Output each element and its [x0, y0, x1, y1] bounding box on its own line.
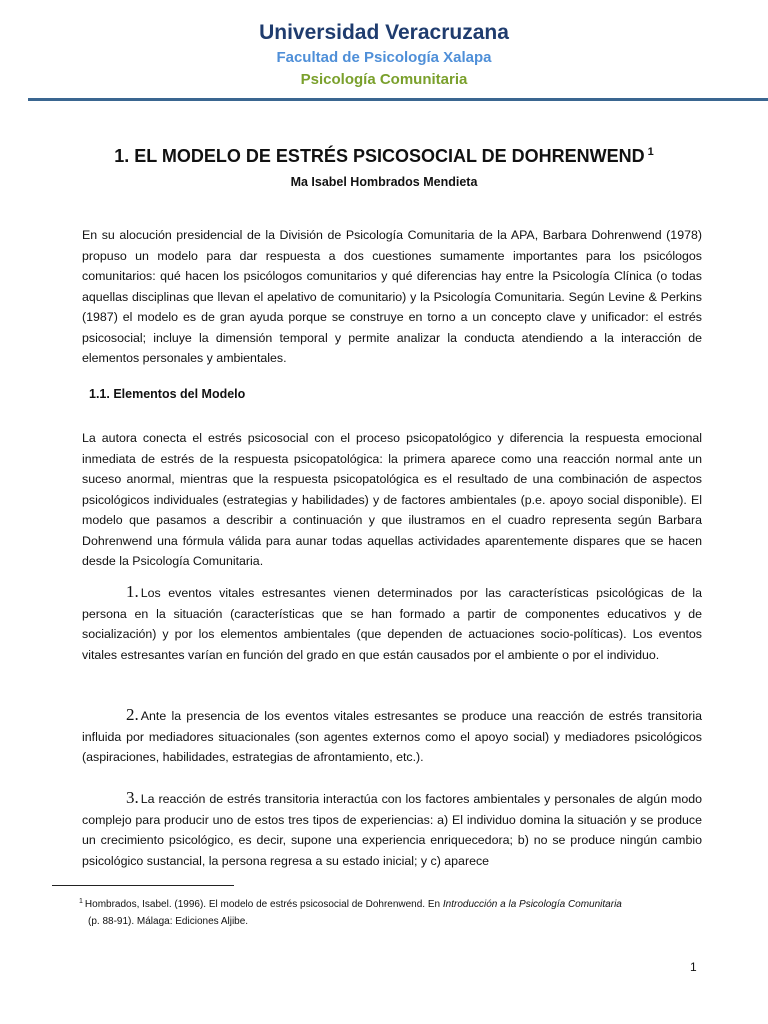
footnote-text: Hombrados, Isabel. (1996). El modelo de estrés psicosocial de Dohrenwend. En — [84, 899, 443, 910]
department-name: Psicología Comunitaria — [300, 71, 468, 88]
footnote-continuation: (p. 88-91). Málaga: Ediciones Aljibe. — [88, 916, 249, 927]
footnote-book-title: Introducción a la Psicología Comunitaria — [442, 899, 622, 910]
document-header — [0, 0, 768, 91]
title-text: 1. EL MODELO DE ESTRÉS PSICOSOCIAL DE DOHRENWEND — [114, 146, 645, 166]
section-heading: 1.1. Elementos del Modelo — [89, 387, 246, 401]
header-divider — [28, 98, 768, 101]
title-footnote-ref[interactable]: 1 — [647, 146, 654, 158]
footnote-divider — [52, 885, 234, 886]
page-number: 1 — [690, 960, 697, 974]
footnote — [79, 893, 719, 930]
faculty-name: Facultad de Psicología Xalapa — [276, 49, 492, 66]
list-item-text: Ante la presencia de los eventos vitales estresantes se produce una reacción de estrés transitoria influida por mediadores situacionales (son agentes externos como el apoyo social) y mediadores psicológicos (aspiraciones, habilidades, estrategias de afrontamiento, etc.). — [82, 709, 702, 764]
list-item — [82, 582, 702, 665]
author-name: Ma Isabel Hombrados Mendieta — [290, 175, 478, 189]
list-item-text: La reacción de estrés transitoria interactúa con los factores ambientales y personales de algún modo complejo para producir uno de estos tres tipos de experiencias: a) El individuo domina la situación y se produce un crecimiento psicológico, es decir, supone una experiencia enriquecedora; b) no se produce ningún cambio psicológico sustancial, la persona regresa a su estado inicial; y c) aparece — [82, 792, 702, 868]
list-item-number: 3. — [126, 788, 139, 807]
list-item-text: Los eventos vitales estresantes vienen determinados por las características psicológicas de la persona en la situación (características que se han formado a partir de componentes educativos y de socialización) y por los elementos ambientales (que dependen de actuaciones socio-políticas). Los eventos vitales estresantes varían en función del grado en que están causados por el ambiente o por el individuo. — [82, 586, 702, 662]
list-item — [82, 788, 702, 871]
list-item-number: 1. — [126, 582, 139, 601]
footnote-marker: 1 — [79, 898, 83, 905]
list-item-number: 2. — [126, 705, 139, 724]
university-name: Universidad Veracruzana — [259, 21, 509, 44]
section-paragraph: La autora conecta el estrés psicosocial con el proceso psicopatológico y diferencia la respuesta emocional inmediata de estrés de la respuesta psicopatológica: la primera aparece como una reacción normal ante un suceso anormal, mientras que la respuesta psicopatológica es el resultado de una combinación de aspectos psicológicos individuales (estrategias y habilidades) y de factores ambientales (p.e. apoyo social disponible). El modelo que pasamos a describir a continuación y que ilustramos en el cuadro representa según Barbara Dohrenwend una fórmula válida para aunar todas aquellas actividades aparentemente dispares que se hacen desde la Psicología Comunitaria. — [82, 431, 702, 568]
document-title — [0, 146, 768, 167]
intro-paragraph: En su alocución presidencial de la División de Psicología Comunitaria de la APA, Barbara Dohrenwend (1978) propuso un modelo para dar respuesta a dos cuestiones sumamente importantes para los psicólogos comunitarios: qué hacen los psicólogos comunitarios y qué diferencias hay entre la Psicología Clínica (o todas aquellas disciplinas que llevan el apelativo de comunitario) y la Psicología Comunitaria. Según Levine & Perkins (1987) el modelo es de gran ayuda porque se construye en torno a un concepto clave y unificador: el estrés psicosocial; incluye la dimensión temporal y permite analizar la conducta atendiendo a la interacción de elementos personales y ambientales. — [82, 228, 702, 365]
list-item — [82, 705, 702, 768]
